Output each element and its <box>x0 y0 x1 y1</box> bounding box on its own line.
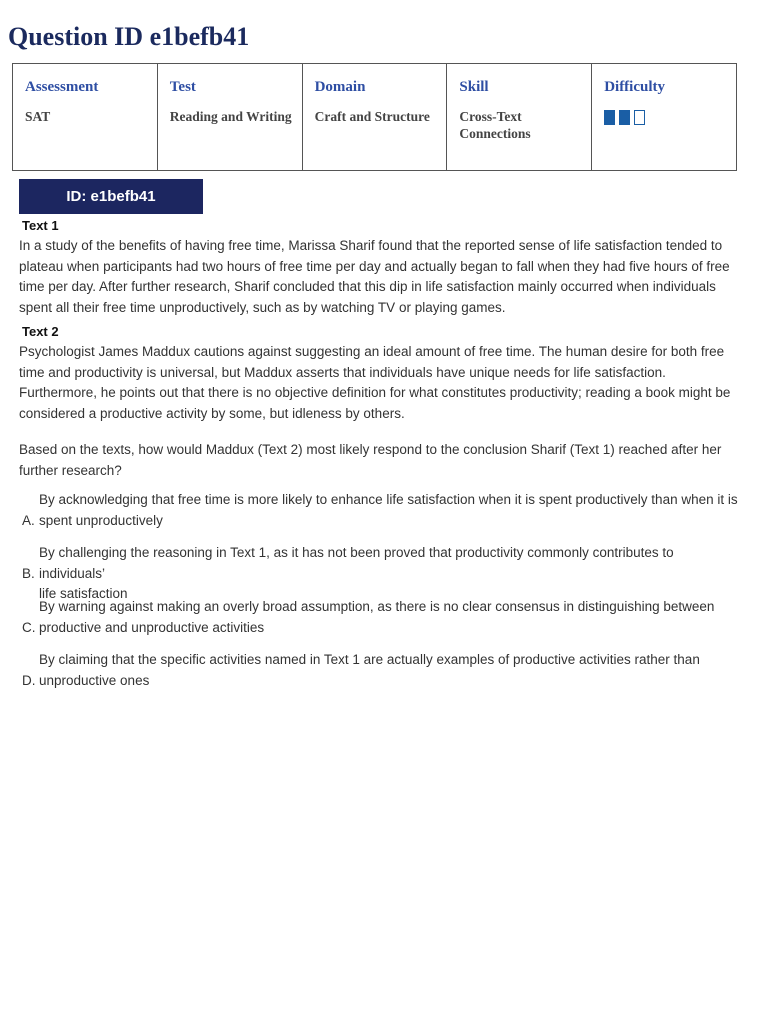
page-title: Question ID e1befb41 <box>8 22 250 51</box>
choice-a[interactable] <box>22 490 742 531</box>
meta-value-skill: Cross-Text Connections <box>459 109 531 141</box>
choice-b-letter: B. <box>22 565 35 581</box>
meta-value-test: Reading and Writing <box>169 109 292 124</box>
text2-label: Text 2 <box>22 324 59 339</box>
choice-a-line1: By acknowledging that free time is more likely to enhance life satisfaction when it is spent productively than when it is <box>39 492 738 507</box>
choice-d-line2: unproductive ones <box>39 672 150 688</box>
choice-d-letter: D. <box>22 672 36 688</box>
choice-a-line2: spent unproductively <box>39 512 163 528</box>
meta-value-assessment: SAT <box>25 109 51 124</box>
meta-header-skill: Skill <box>459 79 489 95</box>
choice-c-letter: C. <box>22 619 36 635</box>
choice-b-line2: life satisfaction <box>39 586 128 601</box>
meta-cell-domain <box>302 64 447 171</box>
meta-cell-test <box>157 64 302 171</box>
choice-c[interactable] <box>22 597 742 638</box>
choice-a-letter: A. <box>22 512 35 528</box>
choice-c-line1: By warning against making an overly broad assumption, as there is no clear consensus in distinguishing between <box>39 599 715 614</box>
meta-header-assessment: Assessment <box>25 79 99 95</box>
difficulty-indicator <box>604 110 728 125</box>
meta-cell-skill <box>447 64 592 171</box>
question-id-banner: ID: e1befb41 <box>19 179 203 214</box>
difficulty-bar-1 <box>604 110 615 125</box>
question-stem: Based on the texts, how would Maddux (Text 2) most likely respond to the conclusion Sharif (Text 1) reached after her further research? <box>19 442 722 478</box>
meta-cell-difficulty <box>592 64 737 171</box>
text2-body: Psychologist James Maddux cautions against suggesting an ideal amount of free time. The human desire for both free time and productivity is universal, but Maddux asserts that individuals have unique needs for life satisfaction. Furthermore, he points out that there is no objective definition for what constitutes productivity; reading a book might be considered a productive activity by some, but idleness by others. <box>19 344 731 421</box>
difficulty-bar-2 <box>619 110 630 125</box>
meta-cell-assessment <box>13 64 158 171</box>
choice-b[interactable] <box>22 543 742 605</box>
text1-body: In a study of the benefits of having free time, Marissa Sharif found that the reported sense of life satisfaction tended to plateau when participants had two hours of free time per day and actually began to fall when they had five hours of free time per day. After further research, Sharif concluded that this dip in life satisfaction mainly occurred when individuals spent all their free time unproductively, such as by watching TV or playing games. <box>19 238 730 315</box>
choice-d-line1: By claiming that the specific activities named in Text 1 are actually examples of productive activities rather than <box>39 652 700 667</box>
meta-value-domain: Craft and Structure <box>314 109 430 124</box>
choice-c-line2: productive and unproductive activities <box>39 619 265 635</box>
meta-header-difficulty: Difficulty <box>604 79 666 95</box>
text1-label: Text 1 <box>22 218 59 233</box>
question-metadata-table <box>12 63 737 171</box>
choice-b-line1: By challenging the reasoning in Text 1, as it has not been proved that productivity commonly contributes to individuals’ <box>39 545 674 581</box>
difficulty-bar-3 <box>634 110 645 125</box>
meta-header-domain: Domain <box>314 79 366 95</box>
meta-header-test: Test <box>169 79 196 95</box>
choice-d[interactable] <box>22 650 742 691</box>
